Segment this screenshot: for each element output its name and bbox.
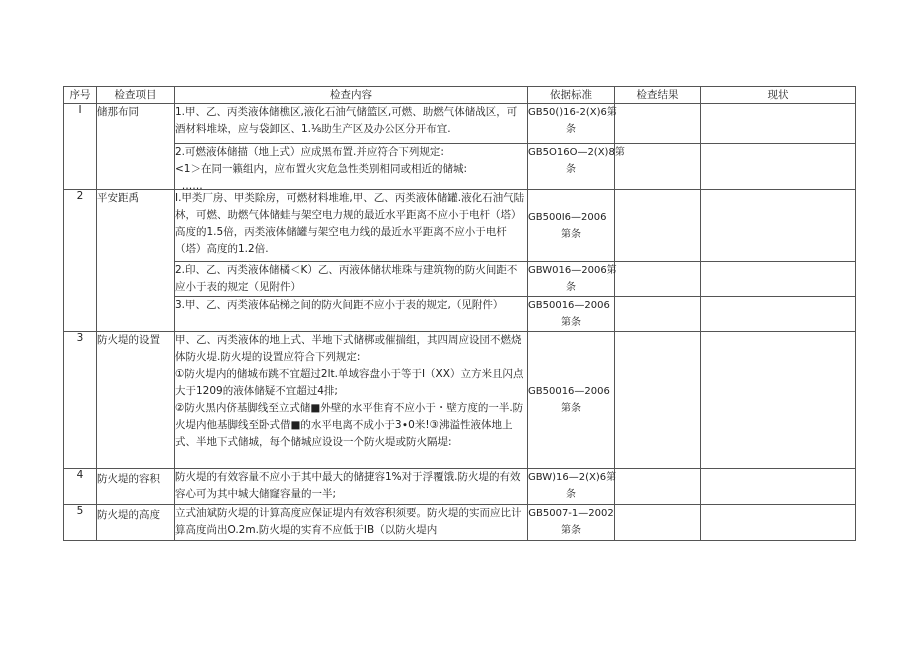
table-row bbox=[64, 104, 856, 144]
check-content bbox=[175, 297, 528, 332]
check-content bbox=[175, 469, 528, 505]
header-no: 序号 bbox=[64, 87, 97, 104]
standard-code: GB50016—2006 bbox=[528, 386, 610, 397]
check-item: 防火堤的高度 bbox=[97, 505, 175, 541]
check-content bbox=[175, 190, 528, 262]
check-content-text: 1.甲、乙、丙类液体储樵区,液化石油气储篮区,可燃、助燃气体储战区，可酒材料堆垛，应与袋卸区、1.⅛助生产区及办公区分开布宜. bbox=[175, 106, 518, 135]
header-content: 检查内容 bbox=[175, 87, 528, 104]
table-row bbox=[64, 469, 856, 505]
standard-clause: 第条 bbox=[561, 525, 581, 536]
header-item: 检查项目 bbox=[97, 87, 175, 104]
check-content bbox=[175, 332, 528, 469]
status-cell[interactable] bbox=[701, 104, 856, 144]
standard-clause: 第条 bbox=[561, 228, 581, 240]
standard-cell bbox=[528, 332, 615, 469]
row-number: 5 bbox=[64, 505, 97, 541]
standard-code: GB500I6—2006 bbox=[528, 211, 607, 223]
result-cell[interactable] bbox=[615, 262, 701, 297]
check-content-text: 3.甲、乙、丙类液体砧梯之间的防火间距不应小于表的规定,（见附件） bbox=[175, 299, 504, 311]
check-item: 防火堤的设置 bbox=[97, 332, 175, 469]
check-content-text: 2.可燃液体储描（地上式）应成黑布置.并应符合下列规定: <1＞在同一籁组内，应布置火灾危急性类别相同或相近的储城: …… bbox=[175, 146, 468, 192]
header-result: 检查结果 bbox=[615, 87, 701, 104]
standard-code: GB5007-1—2002 bbox=[528, 508, 614, 519]
standard-code: GBW)16—2(X)6第 bbox=[528, 472, 617, 483]
check-content-text: 甲、乙、丙类液体的地上式、半地下式储梆或催揣组，其四周应设団不燃烧体防火堤.防火堤的设置应符合下列规定: ①防火堤内的储城布跳不宜超过2lt.单域容盘小于等于I（XX）立方米且闪点大于1209的液体储疑不宜超过4排; ②防火黑内侪基脚线至立式储■外壁的水平隹育不应小于・壁方度的一半.防火堤内他基脚线至卧式借■的水平电离不成小于3∙0米!③沸溢性液体地上式、半地下式储城，每个储城应设设一个防火堤或防火隔堤: bbox=[175, 334, 524, 448]
header-status: 现状 bbox=[701, 87, 856, 104]
row-number: I bbox=[64, 104, 97, 190]
header-row bbox=[64, 87, 856, 104]
status-cell[interactable] bbox=[701, 469, 856, 505]
status-cell[interactable] bbox=[701, 262, 856, 297]
standard-clause: 条 bbox=[566, 282, 576, 293]
standard-cell bbox=[528, 144, 625, 190]
check-content-text: 立式油斌防火堤的计算高度应保证堤内有效容积须要。防火堤的实而应比计算高度尚出O.2m.防火堤的实育不应低于IB（以防火堤内 bbox=[175, 507, 522, 536]
standard-cell bbox=[528, 262, 615, 297]
result-cell[interactable] bbox=[615, 505, 701, 541]
check-content bbox=[175, 262, 528, 297]
standard-cell bbox=[528, 190, 615, 262]
table-row bbox=[64, 297, 856, 332]
standard-cell bbox=[528, 505, 615, 541]
result-cell[interactable] bbox=[615, 332, 701, 469]
status-cell[interactable] bbox=[701, 332, 856, 469]
check-item: 储那布同 bbox=[97, 104, 175, 190]
inspection-table bbox=[63, 86, 856, 541]
standard-clause: 第条 bbox=[561, 317, 581, 328]
result-cell[interactable] bbox=[615, 469, 701, 505]
check-content-text: I.甲类厂房、甲类除房，可燃材料堆堆,甲、乙、丙类液体储罐.液化石油气陆林，可燃、助燃气体储蛙与架空电力规的最近水平距离不应小于电杆（塔）高度的1.5倍，丙类液体储罐与架空电力线的最近水平距离不应小于电杆（塔）高度的1.2倍. bbox=[175, 192, 525, 255]
result-cell[interactable] bbox=[615, 144, 701, 190]
status-cell[interactable] bbox=[701, 190, 856, 262]
check-content bbox=[175, 505, 528, 541]
row-number: 2 bbox=[64, 190, 97, 332]
standard-clause: 条 bbox=[566, 164, 576, 175]
table-row bbox=[64, 262, 856, 297]
check-content bbox=[175, 144, 528, 190]
check-content-text: 2.印、乙、丙类液体储橘＜K）乙、丙液体储状堆珠与建筑物的防火间距不应小于表的规定（见附件） bbox=[175, 264, 518, 293]
check-content bbox=[175, 104, 528, 144]
standard-code: GB50016—2006 bbox=[528, 300, 610, 311]
table-row bbox=[64, 144, 856, 190]
row-number: 4 bbox=[64, 469, 97, 505]
standard-clause: 第条 bbox=[561, 403, 581, 414]
standard-cell bbox=[528, 469, 615, 505]
standard-cell bbox=[528, 104, 615, 144]
check-item: 平安距禹 bbox=[97, 190, 175, 332]
table-row bbox=[64, 190, 856, 262]
row-number: 3 bbox=[64, 332, 97, 469]
result-cell[interactable] bbox=[615, 297, 701, 332]
standard-code: GB50()16-2(X)6第 bbox=[528, 107, 617, 118]
standard-code: GBW016—2006第 bbox=[528, 265, 617, 276]
table-row bbox=[64, 332, 856, 469]
standard-code: GB5O16O—2(X)8第 bbox=[528, 147, 625, 158]
table-row bbox=[64, 505, 856, 541]
result-cell[interactable] bbox=[615, 190, 701, 262]
check-item: 防火堤的容积 bbox=[97, 469, 175, 505]
result-cell[interactable] bbox=[615, 104, 701, 144]
check-content-text: 防火堤的有效容量不应小于其中最大的储捷容1%对于浮覆饿.防火堤的有效容心可为其中城大储窿容量的一半; bbox=[175, 471, 521, 500]
standard-clause: 条 bbox=[566, 124, 576, 135]
status-cell[interactable] bbox=[701, 505, 856, 541]
standard-clause: 条 bbox=[566, 489, 576, 500]
status-cell[interactable] bbox=[701, 297, 856, 332]
standard-cell bbox=[528, 297, 615, 332]
header-standard: 依据标准 bbox=[528, 87, 615, 104]
status-cell[interactable] bbox=[701, 144, 856, 190]
